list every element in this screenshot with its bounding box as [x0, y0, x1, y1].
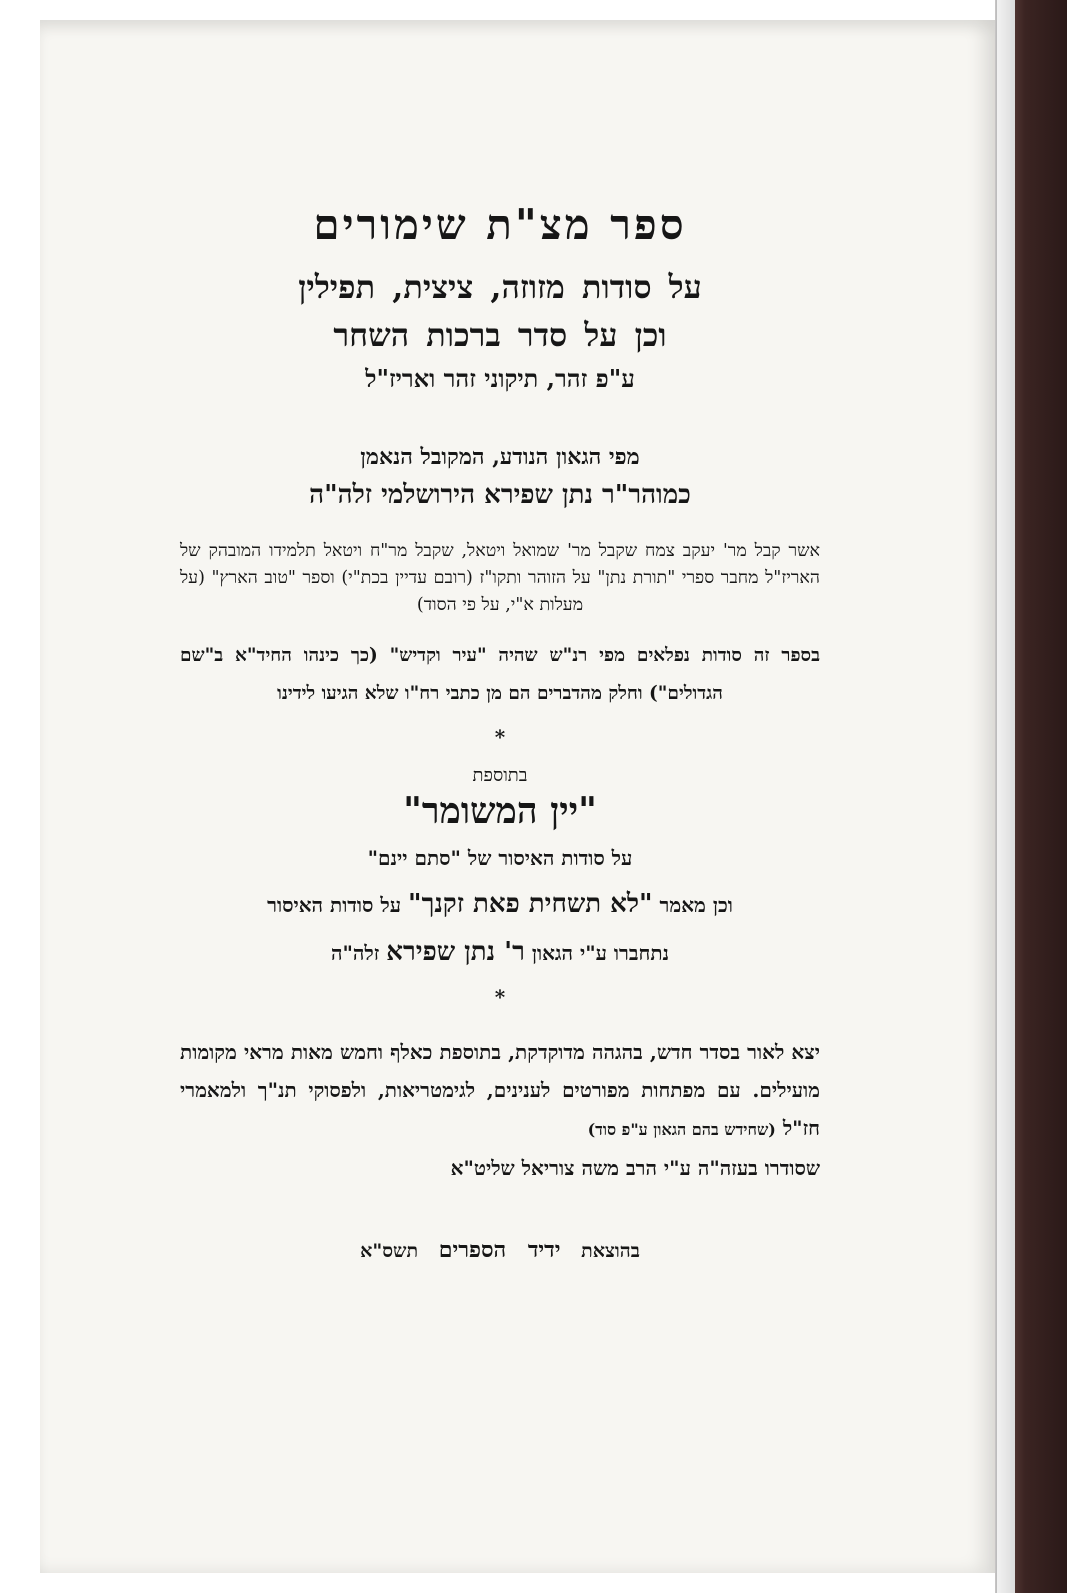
composed-suffix: זלה"ה — [330, 941, 380, 965]
title-page — [40, 20, 995, 1573]
addition-description: על סודות האיסור של "סתם יינם" — [367, 846, 633, 870]
lineage-paragraph: אשר קבל מר' יעקב צמח שקבל מר' שמואל ויטאל, שקבל מר"ח ויטאל תלמידו המובהק של האריז"ל מחבר ספרי "תורת נתן" על הזוהר ותקו"ז (רובם עדיין בכת"י) וספר "טוב הארץ" (על מעלות א"י, על פי הסוד) — [180, 541, 820, 615]
maamar-title: "לא תשחית פאת זקנך" — [408, 889, 653, 919]
publisher-line — [180, 1237, 820, 1263]
edition-editor: שסודרו בעזה"ה ע"י הרב משה צוריאל שליט"א — [450, 1156, 820, 1180]
composed-line — [180, 937, 820, 967]
edition-note: (שחידש בהם הגאון ע"פ סוד) — [587, 1120, 776, 1139]
separator-star-2: * — [494, 985, 506, 1009]
publisher-prefix: בהוצאת — [581, 1240, 640, 1262]
title-page-content — [180, 200, 820, 1263]
subtitle-line-3: ע"פ זהר, תיקוני זהר ואריז"ל — [365, 364, 635, 393]
maamar-suffix: על סודות האיסור — [267, 893, 402, 917]
subtitle-line-1: על סודות מזוזה, ציצית, תפילין — [298, 268, 702, 306]
contents-paragraph: בספר זה סודות נפלאים מפי רנ"ש שהיה "עיר וקדיש" (כך כינהו החיד"א ב"שם הגדולים") וחלק מהדברים הם מן כתבי רח"ו שלא הגיעו לידינו — [180, 645, 820, 704]
addition-label: בתוספת — [472, 765, 528, 786]
maamar-line — [180, 889, 820, 919]
book-title: ספר מצ"ת שימורים — [313, 200, 687, 249]
publisher-name: ידיד הספרים — [438, 1237, 561, 1263]
composed-prefix: נתחברו ע"י הגאון — [531, 941, 670, 965]
separator-star: * — [494, 725, 506, 749]
author-name: כמוהר"ר נתן שפירא הירושלמי זלה"ה — [309, 480, 691, 510]
edition-paragraph — [180, 1033, 820, 1187]
edition-text: יצא לאור בסדר חדש, בהגהה מדוקדקת, בתוספת כאלף וחמש מאות מראי מקומות מועילים. עם מפתחות מפורטים לענינים, לגימטריאות, ולפסוקי תנ"ך ולמאמרי חז"ל — [180, 1040, 820, 1140]
publisher-year: תשס"א — [360, 1240, 419, 1262]
author-intro: מפי הגאון הנודע, המקובל הנאמן — [360, 444, 640, 470]
composed-name: ר' נתן שפירא — [386, 937, 525, 967]
maamar-prefix: וכן מאמר — [659, 893, 733, 917]
addition-title: "יין המשומר" — [403, 790, 597, 832]
subtitle-line-2: וכן על סדר ברכות השחר — [333, 316, 667, 354]
page-edges — [996, 0, 1015, 1593]
